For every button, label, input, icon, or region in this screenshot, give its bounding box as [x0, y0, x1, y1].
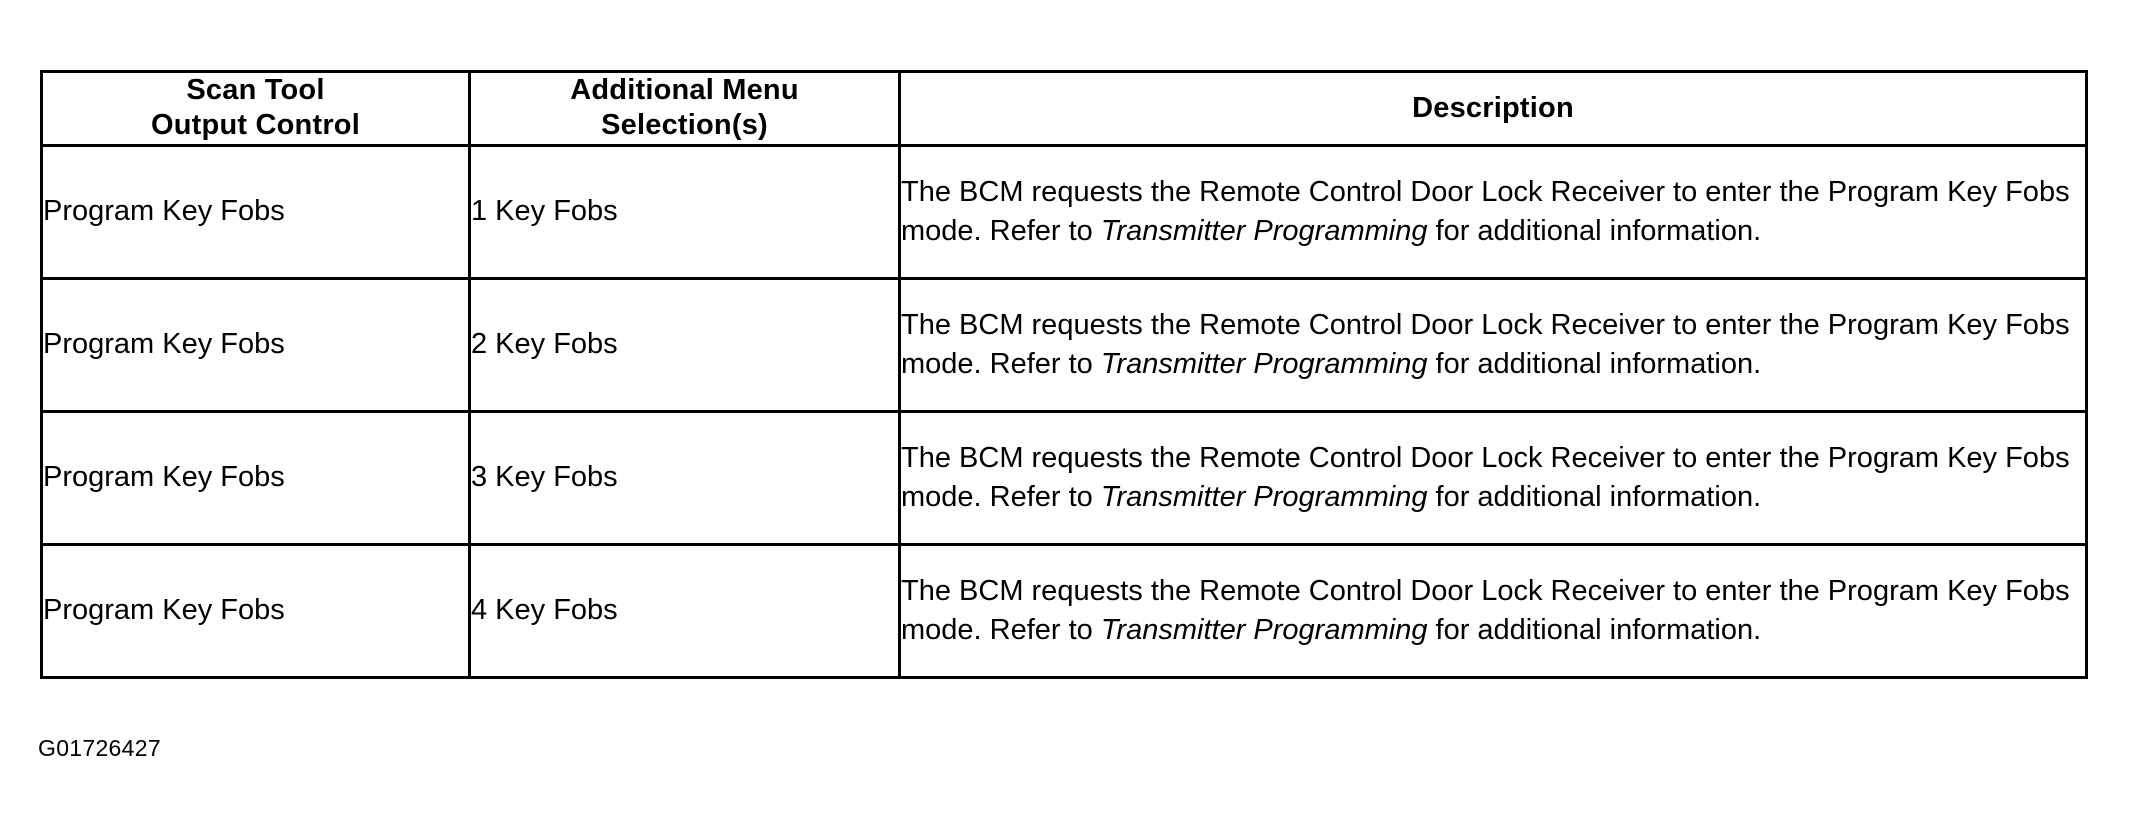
description-post: for additional information. [1427, 480, 1762, 513]
description-text [901, 173, 2085, 250]
cell-additional-menu-selection: 1 Key Fobs [470, 145, 900, 278]
table-row [42, 544, 2087, 677]
cell-additional-menu-selection: 2 Key Fobs [470, 278, 900, 411]
description-pre: The BCM requests the Remote Control Door Lock Receiver to enter the Program Key Fobs mode. Refer to [901, 176, 2070, 247]
cell-description [900, 544, 2087, 677]
column-header-scan-tool-line1: Scan Tool [186, 74, 325, 106]
cell-scan-tool-output-control: Program Key Fobs [42, 544, 470, 677]
description-text [901, 572, 2085, 649]
table-row [42, 411, 2087, 544]
table-row [42, 145, 2087, 278]
column-header-scan-tool-output-control [42, 72, 470, 146]
description-post: for additional information. [1427, 214, 1762, 247]
table-header [42, 72, 2087, 146]
scan-tool-output-control-table [40, 70, 2088, 679]
description-italic: Transmitter Programming [1100, 480, 1428, 513]
figure-id-label: G01726427 [38, 735, 161, 761]
description-post: for additional information. [1427, 347, 1762, 380]
cell-description [900, 411, 2087, 544]
description-italic: Transmitter Programming [1100, 214, 1428, 247]
column-header-menu-line2: Selection(s) [601, 109, 768, 142]
cell-description [900, 145, 2087, 278]
cell-additional-menu-selection: 3 Key Fobs [470, 411, 900, 544]
description-italic: Transmitter Programming [1100, 347, 1428, 380]
table-body [42, 145, 2087, 677]
description-pre: The BCM requests the Remote Control Door Lock Receiver to enter the Program Key Fobs mode. Refer to [901, 309, 2070, 380]
cell-scan-tool-output-control: Program Key Fobs [42, 278, 470, 411]
description-italic: Transmitter Programming [1100, 613, 1428, 646]
table-row [42, 278, 2087, 411]
description-post: for additional information. [1427, 613, 1762, 646]
description-pre: The BCM requests the Remote Control Door Lock Receiver to enter the Program Key Fobs mode. Refer to [901, 575, 2070, 646]
scan-tool-output-control-table-wrapper [40, 70, 2085, 679]
description-text [901, 439, 2085, 516]
column-header-description: Description [900, 72, 2087, 146]
description-text [901, 306, 2085, 383]
table-header-row [42, 72, 2087, 146]
column-header-additional-menu-selections [470, 72, 900, 146]
cell-description [900, 278, 2087, 411]
column-header-scan-tool-line2: Output Control [151, 109, 360, 142]
cell-scan-tool-output-control: Program Key Fobs [42, 411, 470, 544]
cell-additional-menu-selection: 4 Key Fobs [470, 544, 900, 677]
description-pre: The BCM requests the Remote Control Door Lock Receiver to enter the Program Key Fobs mode. Refer to [901, 442, 2070, 513]
column-header-menu-line1: Additional Menu [570, 74, 799, 106]
cell-scan-tool-output-control: Program Key Fobs [42, 145, 470, 278]
